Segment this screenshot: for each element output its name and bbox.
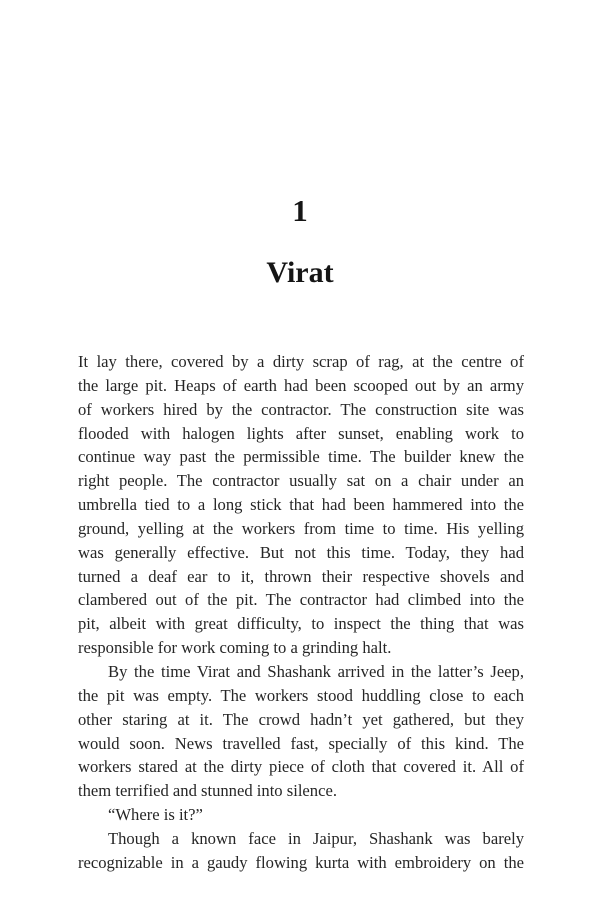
text-line: of workers hired by the contractor. The construction site was: [78, 399, 524, 419]
text-line: workers stared at the dirty piece of cloth that covered it. All of: [78, 757, 524, 777]
text-line: continue way past the permissible time. The builder knew the: [78, 447, 524, 467]
text-line: recognizable in a gaudy flowing kurta with embroidery on the: [78, 852, 524, 872]
text-line: flooded with halogen lights after sunset, enabling work to: [78, 423, 524, 443]
text-line: It lay there, covered by a dirty scrap of rag, at the centre of: [78, 352, 524, 371]
text-line: clambered out of the pit. The contractor had climbed into the: [78, 590, 524, 610]
text-line: the large pit. Heaps of earth had been scooped out by an army: [78, 375, 524, 395]
text-line: “Where is it?”: [108, 805, 203, 825]
text-line: turned a deaf ear to it, thrown their respective shovels and: [78, 566, 524, 586]
text-line: other staring at it. The crowd hadn’t yet gathered, but they: [78, 709, 524, 729]
text-line: pit, albeit with great difficulty, to inspect the thing that was: [78, 614, 524, 634]
text-line: was generally effective. But not this time. Today, they had: [78, 542, 524, 562]
text-line: right people. The contractor usually sat on a chair under an: [78, 471, 524, 491]
text-line: responsible for work coming to a grinding halt.: [78, 638, 392, 658]
chapter-title: Virat: [266, 256, 334, 289]
text-line: would soon. News travelled fast, specially of this kind. The: [78, 733, 524, 753]
text-line: them terrified and stunned into silence.: [78, 781, 337, 801]
text-line: Though a known face in Jaipur, Shashank was barely: [108, 828, 524, 848]
text-line: By the time Virat and Shashank arrived in the latter’s Jeep,: [108, 661, 524, 681]
chapter-number: 1: [292, 193, 308, 228]
chapter-body: [78, 350, 524, 875]
text-line: ground, yelling at the workers from time to time. His yelling: [78, 518, 524, 538]
text-line: umbrella tied to a long stick that had been hammered into the: [78, 495, 524, 515]
text-line: the pit was empty. The workers stood huddling close to each: [78, 685, 524, 705]
